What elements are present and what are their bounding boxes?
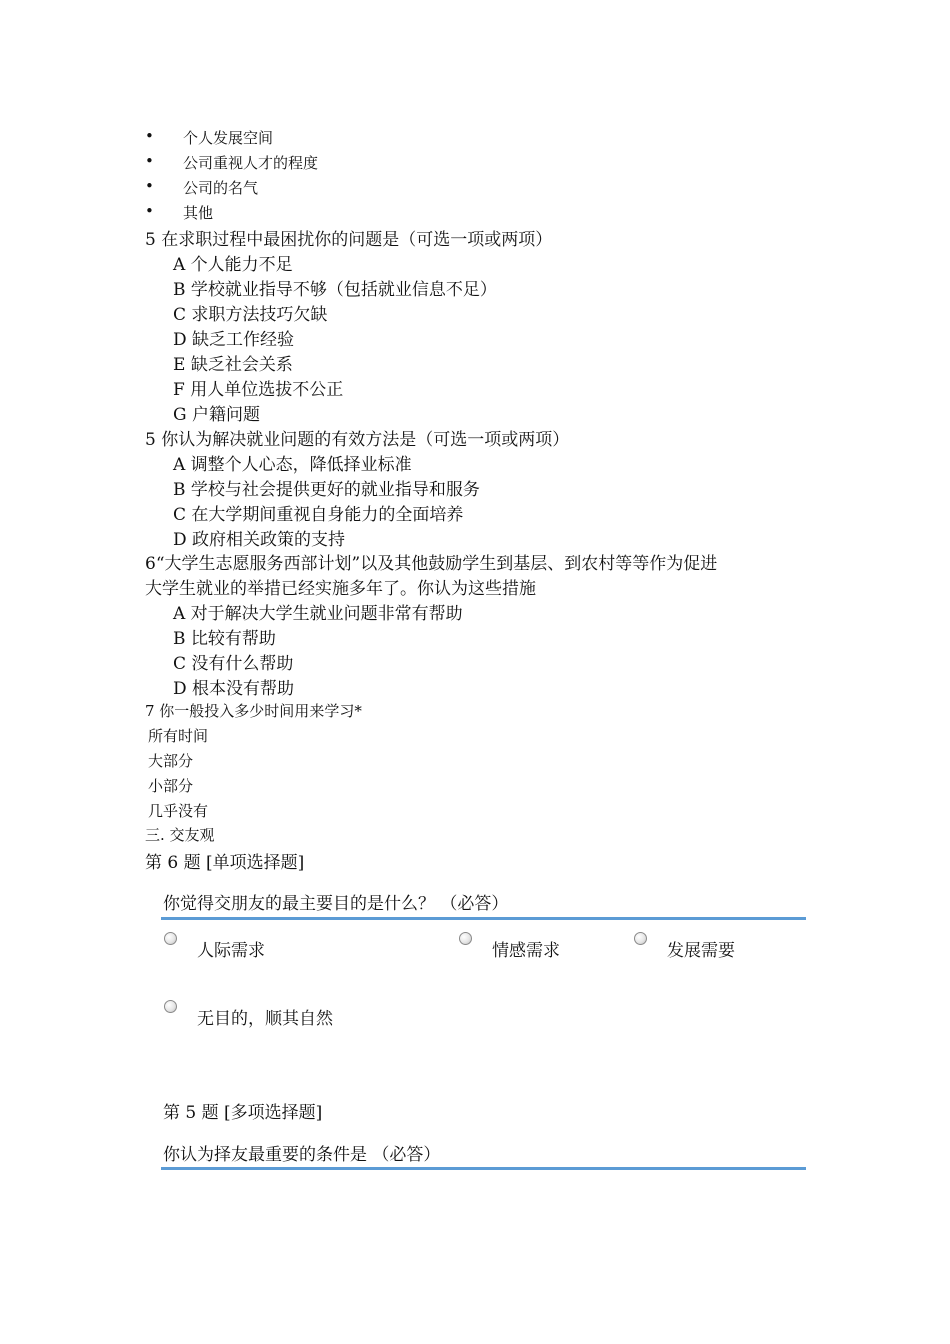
- question-option: A 调整个人心态，降低择业标准: [173, 455, 412, 475]
- question-option: 大部分: [148, 752, 194, 770]
- question-title: 6“大学生志愿服务西部计划”以及其他鼓励学生到基层、到农村等等作为促进: [145, 554, 718, 574]
- question-option: E 缺乏社会关系: [173, 355, 293, 375]
- question-option: A 个人能力不足: [173, 255, 293, 275]
- question-option: B 比较有帮助: [173, 629, 276, 649]
- question-option: 所有时间: [148, 727, 209, 745]
- question-option: D 缺乏工作经验: [173, 330, 295, 350]
- radio-button[interactable]: [164, 932, 177, 945]
- radio-label: 发展需要: [667, 941, 735, 961]
- question-option: A 对于解决大学生就业问题非常有帮助: [173, 604, 463, 624]
- question-option: D 根本没有帮助: [173, 679, 295, 699]
- bullet-text: 公司的名气: [183, 179, 259, 197]
- survey-question-header: 第 6 题 [单项选择题]: [145, 853, 305, 873]
- question-title: 5 你认为解决就业问题的有效方法是（可选一项或两项）: [145, 430, 570, 450]
- bullet-dot: •: [145, 127, 154, 145]
- question-option: C 在大学期间重视自身能力的全面培养: [173, 505, 464, 525]
- question-option: C 求职方法技巧欠缺: [173, 305, 328, 325]
- question-divider: [161, 1167, 806, 1170]
- survey-question-text: 你认为择友最重要的条件是 （必答）: [163, 1145, 441, 1165]
- question-divider: [161, 917, 806, 920]
- radio-label: 情感需求: [492, 941, 560, 961]
- question-option: C 没有什么帮助: [173, 654, 294, 674]
- question-title: 7 你一般投入多少时间用来学习*: [145, 702, 362, 720]
- question-option: 几乎没有: [148, 802, 209, 820]
- radio-button[interactable]: [459, 932, 472, 945]
- bullet-dot: •: [145, 152, 154, 170]
- radio-button[interactable]: [634, 932, 647, 945]
- question-title: 5 在求职过程中最困扰你的问题是（可选一项或两项）: [145, 230, 553, 250]
- question-option: D 政府相关政策的支持: [173, 530, 346, 550]
- bullet-text: 公司重视人才的程度: [183, 154, 319, 172]
- question-title-continued: 大学生就业的举措已经实施多年了。你认为这些措施: [145, 579, 536, 599]
- section-heading: 三. 交友观: [145, 826, 215, 844]
- bullet-dot: •: [145, 202, 154, 220]
- survey-question-header: 第 5 题 [多项选择题]: [163, 1103, 323, 1123]
- bullet-text: 个人发展空间: [183, 129, 274, 147]
- question-option: F 用人单位选拔不公正: [173, 380, 344, 400]
- bullet-dot: •: [145, 177, 154, 195]
- question-option: 小部分: [148, 777, 194, 795]
- question-option: B 学校与社会提供更好的就业指导和服务: [173, 480, 480, 500]
- radio-label: 人际需求: [197, 941, 265, 961]
- radio-button[interactable]: [164, 1000, 177, 1013]
- question-option: B 学校就业指导不够（包括就业信息不足）: [173, 280, 497, 300]
- survey-question-text: 你觉得交朋友的最主要目的是什么？ （必答）: [163, 894, 509, 914]
- question-option: G 户籍问题: [173, 405, 260, 425]
- radio-label: 无目的，顺其自然: [197, 1009, 333, 1029]
- bullet-text: 其他: [183, 204, 214, 222]
